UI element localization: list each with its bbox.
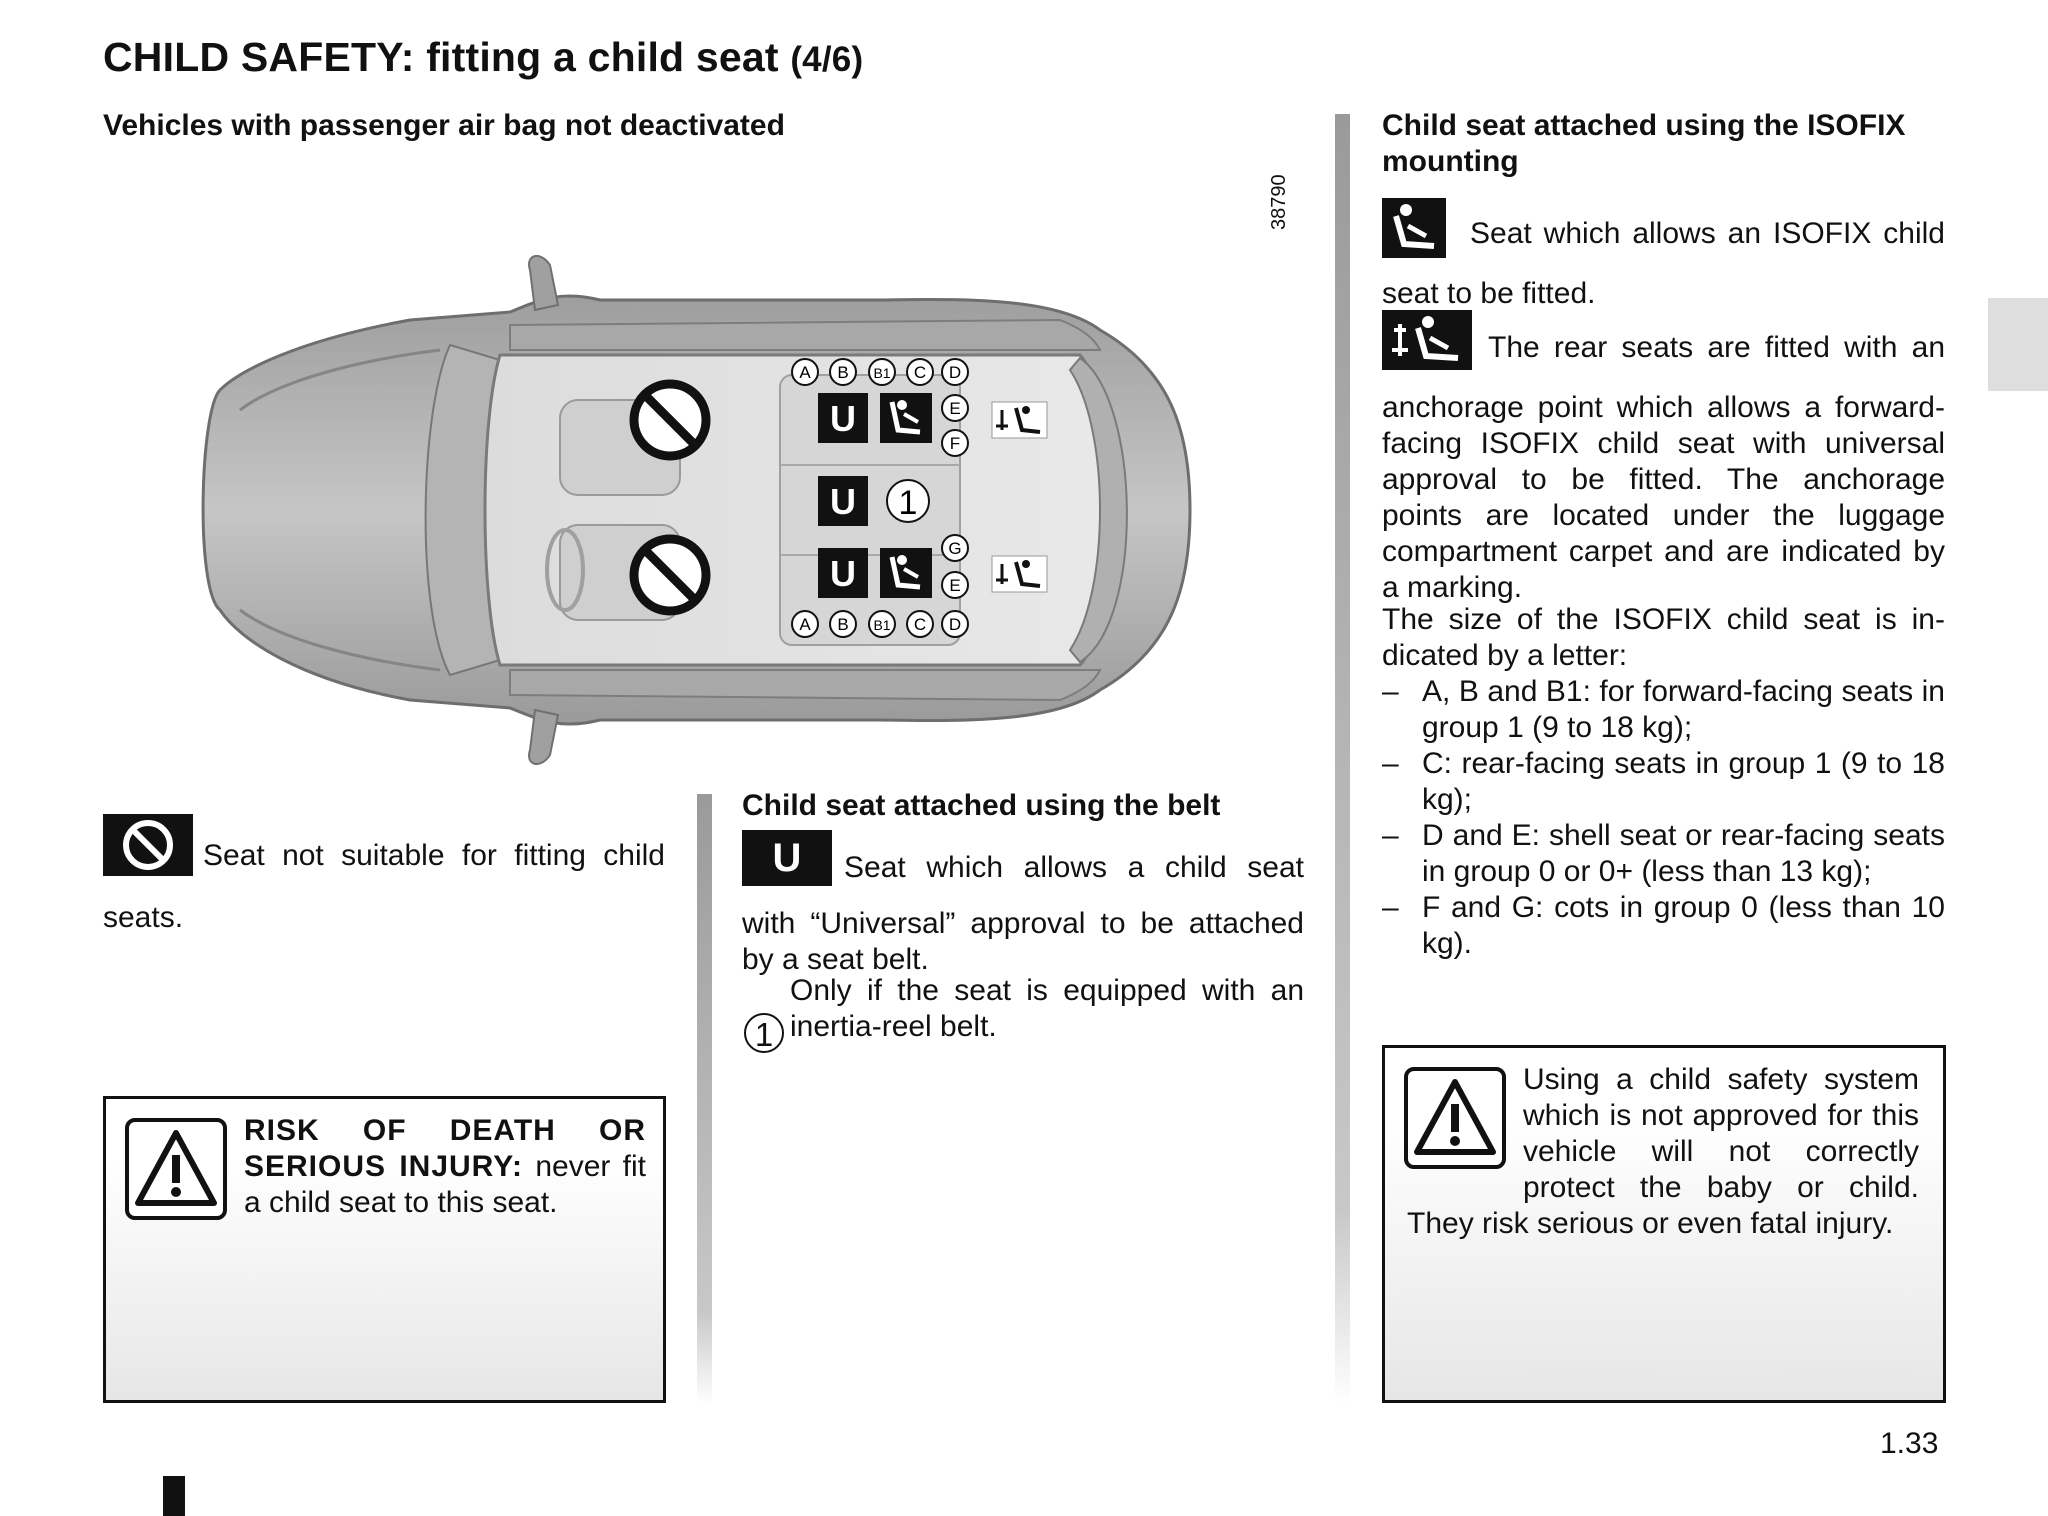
svg-text:U: U <box>830 398 856 439</box>
warning-right-body: Using a child safety system which is not approved for this vehicle will not correctly protect the baby or child. They risk serious or even fatal injury. <box>1407 1063 1919 1240</box>
isofix-seat-icon <box>1382 198 1446 258</box>
universal-u-icon <box>818 476 868 526</box>
page-title-text: CHILD SAFETY: fitting a child seat <box>103 34 779 80</box>
warning-left-body: never fit a child seat to this seat. <box>244 1150 647 1219</box>
belt-note-text: Only if the seat is equipped with an inertia-reel belt. <box>790 974 1304 1043</box>
list-item: – C: rear-facing seats in group 1 (9 to 18 kg); <box>1382 746 1945 818</box>
car-seat-diagram <box>180 250 1260 770</box>
warning-left-text <box>244 1113 646 1221</box>
list-item: – D and E: shell seat or rear-facing seats in group 0 or 0+ (less than 13 kg); <box>1382 818 1945 890</box>
svg-text:F: F <box>949 434 961 453</box>
no-entry-icon <box>634 384 706 456</box>
svg-text:1: 1 <box>898 484 918 522</box>
isofix-anchor-icon <box>992 556 1047 592</box>
universal-text: Seat which allows a child seat with “Universal” approval to be attached by a seat belt. <box>742 851 1304 976</box>
letter-circle <box>830 611 856 637</box>
svg-text:E: E <box>949 399 961 418</box>
right-heading: Child seat attached using the ISOFIX mounting <box>1382 109 1906 178</box>
svg-text:U: U <box>830 481 856 522</box>
universal-u-icon: U <box>742 830 832 886</box>
size-intro: The size of the ISOFIX child seat is indicated by a letter: <box>1382 603 1945 672</box>
svg-text:E: E <box>949 576 961 595</box>
svg-text:B1: B1 <box>873 617 891 633</box>
svg-text:G: G <box>948 539 962 558</box>
letter-circle <box>792 611 818 637</box>
warning-right-text <box>1407 1062 1919 1242</box>
universal-u-icon <box>818 393 868 443</box>
letter-circle <box>942 395 968 421</box>
no-entry-icon <box>103 814 193 876</box>
letter-circle <box>942 535 968 561</box>
column-divider-middle <box>697 794 712 1404</box>
svg-text:D: D <box>948 363 962 382</box>
anchor-paragraph <box>1382 310 1945 604</box>
page-title-part: (4/6) <box>790 40 864 79</box>
warning-left-bold: RISK OF DEATH OR SERIOUS INJURY: <box>244 1114 646 1183</box>
callout-number <box>887 480 929 522</box>
svg-text:C: C <box>913 615 927 634</box>
list-item: – F and G: cots in group 0 (less than 10 kg). <box>1382 890 1945 962</box>
note-number-icon: 1 <box>744 1013 784 1053</box>
column-divider-right <box>1335 114 1350 1404</box>
svg-text:B: B <box>837 363 849 382</box>
svg-text:U: U <box>830 553 856 594</box>
svg-text:D: D <box>948 615 962 634</box>
isofix-seat-icon <box>880 548 932 598</box>
chapter-tab <box>1988 298 2048 391</box>
isofix-paragraph <box>1382 198 1945 310</box>
universal-paragraph <box>742 830 1304 976</box>
not-suitable-text: Seat not suitable for fitting child seats. <box>103 839 665 934</box>
isofix-seat-icon <box>880 393 932 443</box>
letter-circle <box>942 572 968 598</box>
not-suitable-paragraph <box>103 814 665 934</box>
no-entry-icon <box>634 539 706 611</box>
left-heading: Vehicles with passenger air bag not deactivated <box>103 109 785 142</box>
isofix-anchor-icon <box>1382 310 1472 370</box>
letter-circle <box>907 359 933 385</box>
car-body <box>203 256 1190 764</box>
belt-note <box>742 973 1304 1053</box>
warning-box-left <box>103 1096 666 1403</box>
letter-circle <box>942 430 968 456</box>
svg-text:B1: B1 <box>873 365 891 381</box>
svg-text:C: C <box>913 363 927 382</box>
letter-circle <box>942 611 968 637</box>
letter-circle <box>869 359 895 385</box>
size-list <box>1382 674 1945 962</box>
letter-circle <box>792 359 818 385</box>
page-edge-marker <box>163 1476 185 1516</box>
svg-text:A: A <box>799 615 811 634</box>
anchor-text: The rear seats are fitted with an anchorage point which allows a forward-facing ISOFIX child seat with universal approval to be fitted. The anchorage points are located under the luggage compartment carpet and are indicated by a marking. <box>1382 331 1945 604</box>
figure-reference: 38790 <box>1268 174 1290 230</box>
letter-circle <box>869 611 895 637</box>
middle-heading: Child seat attached using the belt <box>742 789 1221 822</box>
letter-circle <box>942 359 968 385</box>
svg-text:B: B <box>837 615 849 634</box>
isofix-text: Seat which allows an ISOFIX child seat to be fitted. <box>1382 217 1945 310</box>
warning-box-right <box>1382 1045 1946 1403</box>
page-title <box>103 34 863 81</box>
isofix-anchor-icon <box>992 402 1047 438</box>
warning-triangle-icon <box>124 1117 228 1221</box>
svg-text:A: A <box>799 363 811 382</box>
page-number: 1.33 <box>1880 1427 1939 1460</box>
size-paragraph <box>1382 602 1945 962</box>
list-item: – A, B and B1: for forward-facing seats in group 1 (9 to 18 kg); <box>1382 674 1945 746</box>
letter-circle <box>830 359 856 385</box>
letter-circle <box>907 611 933 637</box>
universal-u-icon <box>818 548 868 598</box>
